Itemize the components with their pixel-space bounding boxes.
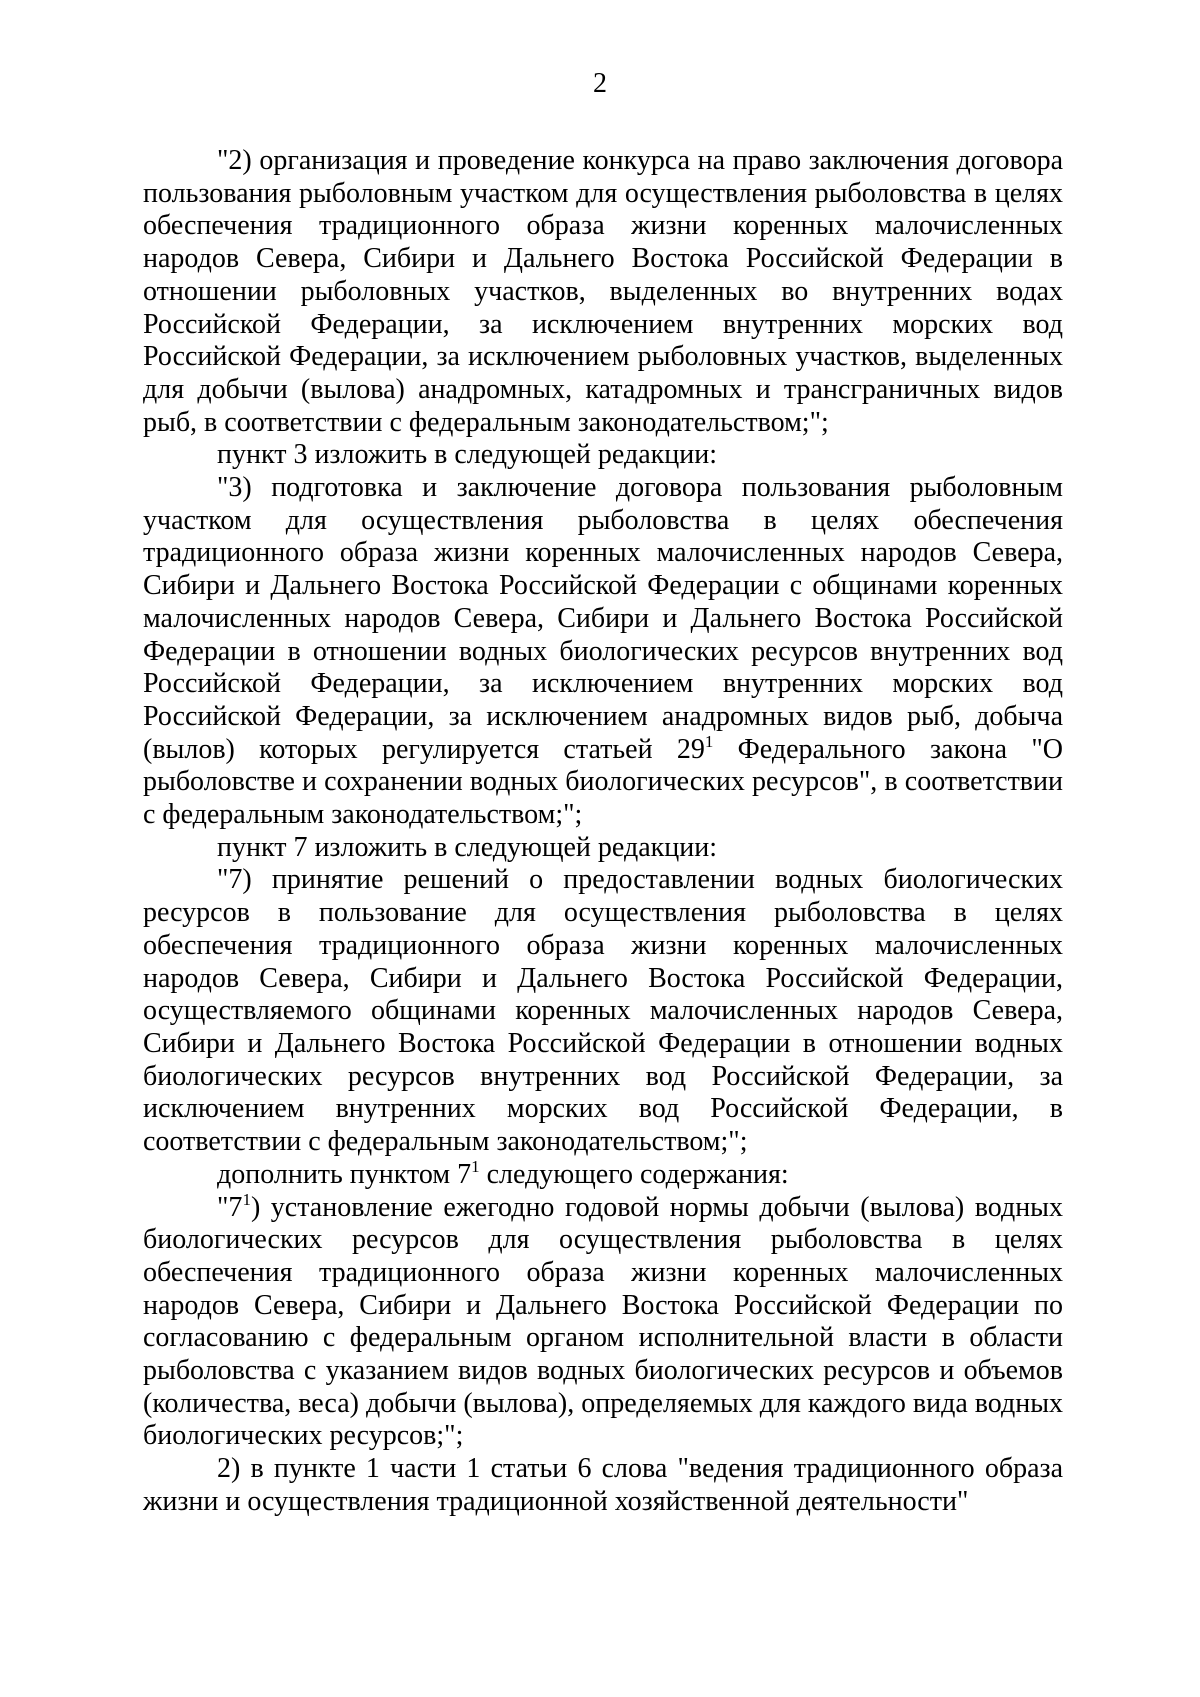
paragraph-instruction-point-7-1 [143, 1156, 1063, 1192]
paragraph-text-part: дополнить пунктом 7 [217, 1158, 472, 1190]
superscript-index: 1 [704, 731, 714, 751]
paragraph-item-7-decisions: "7) принятие решений о предоставлении водных биологических ресурсов в пользование для осуществления рыболовства в целях обеспечения традиционного образа жизни коренных малочисленных народов Севера, Сибири и Дальнего Востока Российской Федерации, осуществляемого общинами коренных малочисленных народов Севера, Сибири и Дальнего Востока Российской Федерации в отношении водных биологических ресурсов внутренних вод Российской Федерации, за исключением внутренних морских вод Российской Федерации, в соответствии с федеральным законодательством;"; [143, 864, 1063, 1158]
paragraph-article-6-amendment: 2) в пункте 1 части 1 статьи 6 слова "ведения традиционного образа жизни и осуществления традиционной хозяйственной деятельности" [143, 1453, 1063, 1517]
paragraph-instruction-point-7: пункт 7 изложить в следующей редакции: [217, 831, 717, 863]
paragraph-item-3-contract [143, 472, 1063, 832]
paragraph-item-7-1-quota [143, 1189, 1064, 1454]
paragraph-instruction-point-3: пункт 3 изложить в следующей редакции: [217, 439, 717, 471]
paragraph-text-part: "3) подготовка и заключение договора пользования рыболовным участком для осуществления рыболовства в целях обеспечения традиционного образа жизни коренных малочисленных народов Севера, Сибири и Дальнего Востока Российской Федерации с общинами коренных малочисленных народов Севера, Сибири и Дальнего Востока Российской Федерации в отношении водных биологических ресурсов внутренних вод Российской Федерации, за исключением внутренних морских вод Российской Федерации, за исключением анадромных видов рыб, добыча (вылов) которых регулируется статьей 29 [143, 472, 1063, 765]
paragraph-text-part: ) установление ежегодно годовой нормы добычи (вылова) водных биологических ресурсов для осуществления рыболовства в целях обеспечения традиционного образа жизни коренных малочисленных народов Севера, Сибири и Дальнего Востока Российской Федерации по согласованию с федеральным органом исполнительной власти в области рыболовства с указанием видов водных биологических ресурсов и объемов (количества, веса) добычи (вылова), определяемых для каждого вида водных биологических ресурсов;"; [143, 1191, 1064, 1452]
paragraph-text-part: "7 [217, 1191, 243, 1223]
superscript-index: 1 [242, 1189, 251, 1209]
paragraph-item-2-competition: "2) организация и проведение конкурса на право заключения договора пользования рыболовным участком для осуществления рыболовства в целях обеспечения традиционного образа жизни коренных малочисленных народов Севера, Сибири и Дальнего Востока Российской Федерации в отношении рыболовных участков, выделенных во внутренних водах Российской Федерации, за исключением внутренних морских вод Российской Федерации, за исключением рыболовных участков, выделенных для добычи (вылова) анадромных, катадромных и трансграничных видов рыб, в соответствии с федеральным законодательством;"; [143, 145, 1063, 438]
superscript-index: 1 [471, 1156, 480, 1176]
page-number: 2 [593, 68, 607, 99]
paragraph-text-part: следующего содержания: [479, 1158, 789, 1190]
document-body [143, 145, 1063, 1519]
paragraph-text-part: Федерального закона "О рыболовстве и сохранении водных биологических ресурсов", в соответствии с федеральным законодательством;"; [143, 733, 1063, 831]
